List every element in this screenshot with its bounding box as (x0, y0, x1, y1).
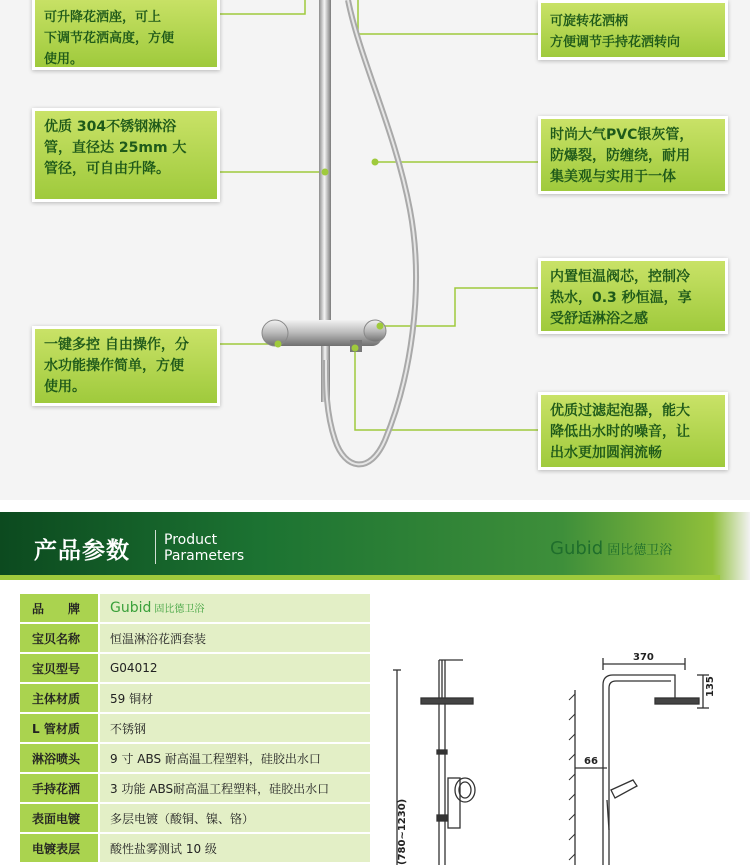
spec-brand-cn: 固比德卫浴 (154, 604, 205, 615)
feature-callout-stainless-pipe: 优质 304不锈钢淋浴 管，直径达 25mm 大 管径，可自由升降。 (32, 108, 220, 202)
spec-key: L 管材质 (20, 714, 98, 742)
spec-key: 宝贝名称 (20, 624, 98, 652)
spec-key: 宝贝型号 (20, 654, 98, 682)
banner-title-cn: 产品参数 (34, 538, 130, 564)
spec-row (20, 744, 370, 772)
feature-callout-aerator: 优质过滤起泡器，能大 降低出水时的噪音，让 出水更加圆润流畅 (538, 392, 728, 470)
brand-logo (550, 538, 672, 559)
spec-value: 3 功能 ABS耐高温工程塑料，硅胶出水口 (98, 774, 370, 802)
brand-name-cn: 固比德卫浴 (607, 543, 673, 558)
spec-key: 淋浴喷头 (20, 744, 98, 772)
feature-callout-adjustable-seat: 可升降花洒座，可上 下调节花洒高度，方便 使用。 (32, 0, 220, 70)
dim-height-label: 135 (705, 676, 716, 697)
feature-callout-one-key-control: 一键多控 自由操作，分 水功能操作简单，方便 使用。 (32, 326, 220, 406)
spec-key: 电镀表层 (20, 834, 98, 862)
spec-value: 多层电镀（酸铜、镍、铬） (98, 804, 370, 832)
spec-brand-wordmark: Gubid (110, 600, 152, 616)
spec-value (98, 594, 370, 622)
spec-row (20, 654, 370, 682)
spec-key: 品 牌 (20, 594, 98, 622)
spec-row (20, 774, 370, 802)
dim-range-label: (780~1230) (397, 798, 408, 865)
brand-wordmark: Gubid (550, 538, 604, 559)
spec-row (20, 834, 370, 862)
spec-value: 酸性盐雾测试 10 级 (98, 834, 370, 862)
spec-row (20, 594, 370, 622)
banner-title-en-line1: Product (164, 532, 218, 548)
spec-key: 主体材质 (20, 684, 98, 712)
spec-key: 手持花洒 (20, 774, 98, 802)
spec-value: 9 寸 ABS 耐高温工程塑料，硅胶出水口 (98, 744, 370, 772)
dim-offset-label: 66 (584, 756, 598, 767)
spec-value: 恒温淋浴花洒套装 (98, 624, 370, 652)
leader-lines (220, 0, 538, 430)
feature-callout-thermostatic-core: 内置恒温阀芯，控制冷 热水，0.3 秒恒温，享 受舒适淋浴之感 (538, 258, 728, 334)
spec-row (20, 714, 370, 742)
banner-title-en-line2: Parameters (164, 548, 245, 564)
spec-value: 不锈钢 (98, 714, 370, 742)
spec-row (20, 624, 370, 652)
spec-table (20, 592, 370, 864)
spec-key: 表面电镀 (20, 804, 98, 832)
dim-width-label: 370 (633, 652, 654, 663)
feature-callout-pvc-hose: 时尚大气PVC银灰管， 防爆裂，防缠绕，耐用 集美观与实用于一体 (538, 116, 728, 194)
shower-hose (326, 0, 416, 464)
feature-callout-rotating-handle: 可旋转花洒柄 方便调节手持花洒转向 (538, 0, 728, 60)
spec-row (20, 684, 370, 712)
spec-value: G04012 (98, 654, 370, 682)
technical-drawing (385, 640, 745, 865)
banner-divider (155, 530, 156, 564)
spec-row (20, 804, 370, 832)
spec-value: 59 铜材 (98, 684, 370, 712)
